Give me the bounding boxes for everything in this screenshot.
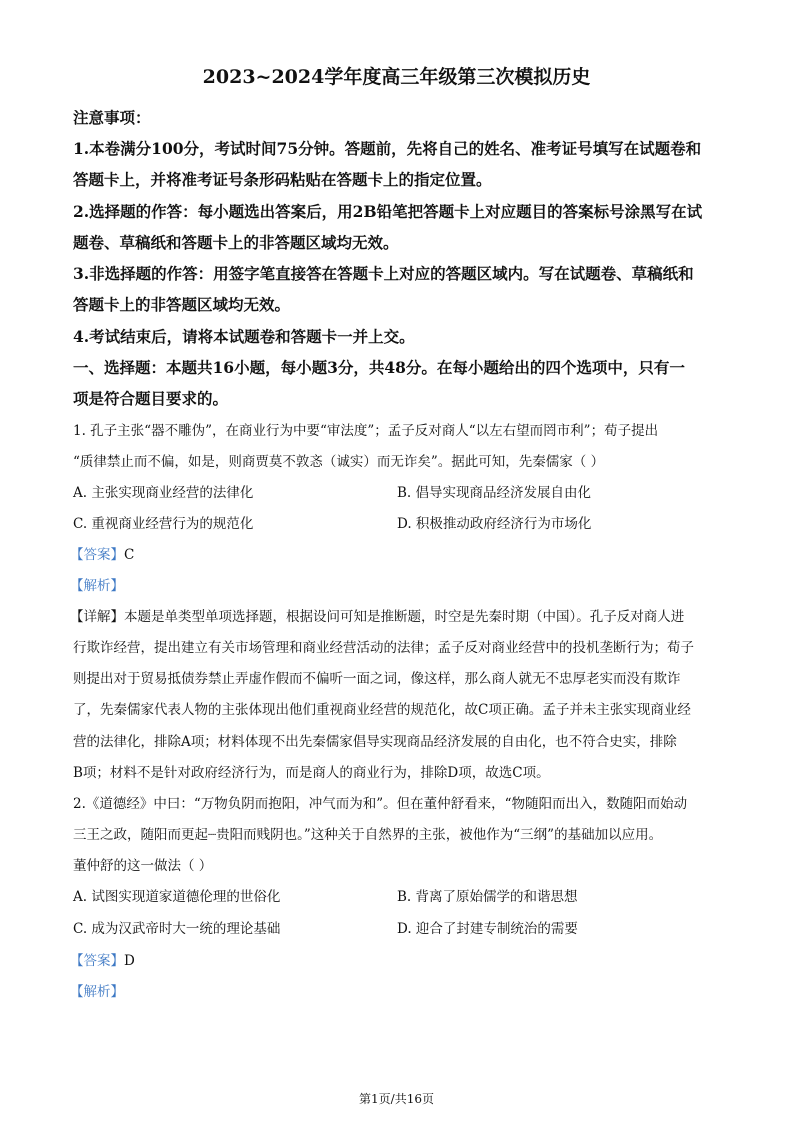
answer-value: C	[124, 547, 135, 563]
q1-detail: 了，先秦儒家代表人物的主张体现出他们重视商业经营的规范化，故C项正确。孟子并未主张实现商业经	[73, 702, 691, 718]
page-title: 2023~2024学年度高三年级第三次模拟历史	[202, 66, 591, 88]
answer-value: D	[124, 953, 135, 969]
q2-option-d: D. 迎合了封建专制统治的需要	[397, 921, 578, 937]
q1-option-d: D. 积极推动政府经济行为市场化	[397, 516, 592, 532]
notice-line: 答题卡上，并将准考证号条形码粘贴在答题卡上的指定位置。	[73, 170, 492, 189]
notice-line: 答题卡上的非答题区域均无效。	[73, 295, 291, 314]
q2-option-b: B. 背离了原始儒学的和谐思想	[397, 889, 578, 905]
q2-analysis-label: 【解析】	[70, 984, 124, 1000]
answer-label: 【答案】	[70, 547, 124, 563]
q1-stem: “质律禁止而不偏，如是，则商贾莫不敦忞（诚实）而无诈矣”。据此可知，先秦儒家（ ）	[73, 454, 605, 470]
q1-detail: 则提出对于贸易抵债券禁止弄虚作假而不偏听一面之词，像这样，那么商人就无不忠厚老实而没有欺诈	[73, 671, 681, 687]
q2-stem: 2.《道德经》中曰：“万物负阴而抱阳，冲气而为和”。但在董仲舒看来，“物随阳而出入，数随阳而始动	[73, 796, 688, 812]
q1-detail: 行欺诈经营，提出建立有关市场管理和商业经营活动的法律；孟子反对商业经营中的投机垄断行为；荀子	[73, 640, 694, 656]
q1-detail: 【详解】本题是单类型单项选择题，根据设问可知是推断题，时空是先秦时期（中国）。孔子反对商人进	[70, 609, 685, 625]
q2-option-c: C. 成为汉武帝时大一统的理论基础	[73, 921, 281, 937]
section-heading: 项是符合题目要求的。	[73, 389, 229, 408]
q1-option-b: B. 倡导实现商品经济发展自由化	[397, 485, 592, 501]
answer-label: 【答案】	[70, 953, 124, 969]
notice-line: 1.本卷满分100分，考试时间75分钟。答题前，先将自己的姓名、准考证号填写在试题卷和	[73, 139, 702, 158]
q1-detail: B项；材料不是针对政府经济行为，而是商人的商业行为，排除D项，故选C项。	[73, 765, 550, 781]
notice-line: 2.选择题的作答：每小题选出答案后，用2B铅笔把答题卡上对应题目的答案标号涂黑写在试	[73, 202, 703, 221]
q1-answer	[70, 543, 134, 563]
q2-option-a: A. 试图实现道家道德伦理的世俗化	[73, 889, 281, 905]
notice-line: 4.考试结束后，请将本试题卷和答题卡一并上交。	[73, 327, 415, 346]
q1-stem: 1. 孔子主张“器不雕伪”，在商业行为中要“审法度”；孟子反对商人“以左右望而罔市利”；荀子提出	[73, 423, 659, 439]
notice-line: 题卷、草稿纸和答题卡上的非答题区域均无效。	[73, 233, 399, 252]
notice-line: 3.非选择题的作答：用签字笔直接答在答题卡上对应的答题区域内。写在试题卷、草稿纸和	[73, 264, 694, 283]
q1-option-c: C. 重视商业经营行为的规范化	[73, 516, 254, 532]
q2-stem: 三王之政，随阳而更起┈贵阳而贱阴也。”这种关于自然界的主张，被他作为“三纲”的基础加以应用。	[73, 827, 663, 843]
q1-option-a: A. 主张实现商业经营的法律化	[73, 485, 254, 501]
page-footer: 第1页/共16页	[359, 1092, 434, 1106]
q1-analysis-label: 【解析】	[70, 578, 124, 594]
notice-heading: 注意事项：	[73, 108, 151, 127]
q2-stem: 董仲舒的这一做法（ ）	[73, 858, 213, 874]
q2-answer	[70, 949, 135, 969]
section-heading: 一、选择题：本题共16小题，每小题3分，共48分。在每小题给出的四个选项中，只有一	[73, 358, 685, 377]
q1-detail: 营的法律化，排除A项；材料体现不出先秦儒家倡导实现商品经济发展的自由化，也不符合史实，排除	[73, 734, 677, 750]
